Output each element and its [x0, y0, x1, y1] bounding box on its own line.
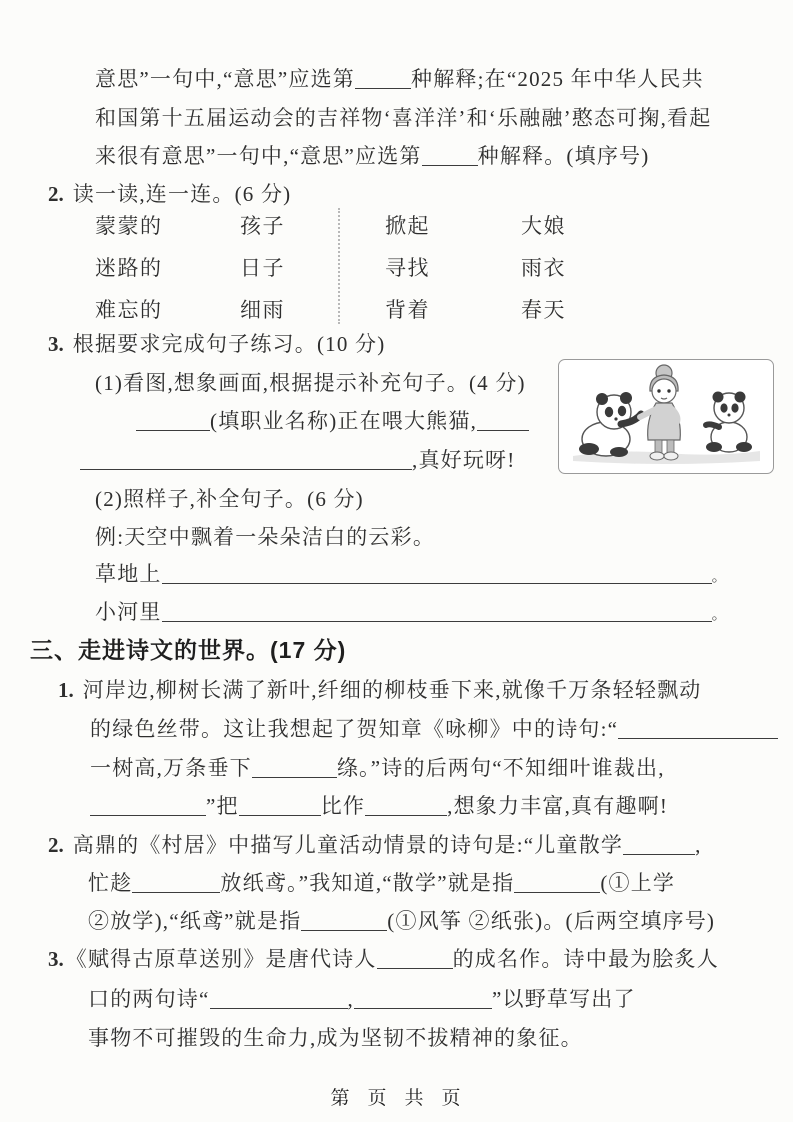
text-run: 河岸边,柳树长满了新叶,纤细的柳枝垂下来,就像千万条轻轻飘动 [82, 678, 702, 702]
fill-blank [80, 449, 412, 470]
text-run: , [695, 833, 702, 857]
match-word: 蒙蒙的 [95, 214, 163, 238]
s3-q3-line-1 [48, 944, 719, 974]
period-mark: 。 [711, 569, 728, 585]
matching-divider-dotted-line [338, 208, 340, 324]
fill-blank [210, 988, 348, 1009]
text-run: 高鼎的《村居》中描写儿童活动情景的诗句是:“儿童散学 [72, 833, 624, 857]
fill-blank [477, 410, 529, 431]
section-heading-text: 三、走进诗文的世界。(17 分) [30, 637, 347, 663]
question-3-sub1-fill-line-1 [136, 406, 529, 436]
text-run: (填职业名称)正在喂大熊猫, [210, 409, 478, 433]
text-run: 忙趁 [88, 871, 133, 895]
match-column-verbs [385, 212, 430, 338]
text-run: 一树高,万条垂下 [90, 756, 252, 780]
fill-blank [514, 872, 600, 893]
match-column-objects [521, 212, 566, 338]
match-word: 春天 [521, 298, 566, 322]
text-run: 口的两句诗“ [88, 987, 210, 1011]
panda-feeding-drawing [559, 360, 773, 473]
match-column-nouns [240, 212, 285, 338]
text-run: ,真好玩呀! [412, 448, 516, 472]
text-run: ②放学),“纸鸢”就是指 [88, 909, 302, 933]
match-word: 掀起 [385, 214, 430, 238]
footer-text: 页 [441, 1088, 463, 1109]
question-number: 2. [48, 182, 64, 206]
fill-blank [162, 563, 712, 584]
match-column-modifiers [95, 212, 163, 338]
question-3-sub1-fill-line-2 [80, 445, 515, 475]
question-number: 3. [48, 947, 64, 971]
panda-feeding-illustration [558, 359, 774, 474]
text-run: 和国第十五届运动会的吉祥物‘喜洋洋’和‘乐融融’憨态可掬,看起 [95, 106, 712, 130]
text-run: (①风筝 ②纸张)。(后两空填序号) [387, 909, 716, 933]
text-run: ”以野草写出了 [491, 987, 636, 1011]
text-run: (1)看图,想象画面,根据提示补充句子。(4 分) [95, 371, 526, 395]
page-footer [0, 1083, 793, 1110]
text-run: 草地上 [95, 562, 162, 586]
question-3-sub1-title [95, 368, 526, 398]
s3-q2-line-3 [88, 906, 715, 936]
fill-blank [422, 145, 478, 166]
match-word: 背着 [385, 298, 430, 322]
question-2-title [48, 179, 291, 209]
s3-q2-line-2 [88, 868, 675, 898]
question-number: 2. [48, 833, 64, 857]
question-3-sub2-example [95, 522, 435, 552]
text-run: , [347, 987, 354, 1011]
text-run: 小河里 [95, 600, 162, 624]
text-run: 例:天空中飘着一朵朵洁白的云彩。 [95, 525, 436, 549]
question-number: 3. [48, 332, 64, 356]
fill-blank [365, 795, 447, 816]
s3-q1-line-4 [90, 791, 668, 821]
fill-blank [355, 68, 411, 89]
text-run: 的绿色丝带。这让我想起了贺知章《咏柳》中的诗句:“ [90, 717, 619, 741]
text-run: (①上学 [600, 871, 676, 895]
text-run: 绦。”诗的后两句“不知细叶谁裁出, [336, 756, 665, 780]
text-run: ”把 [206, 794, 239, 818]
text-run: 的成名作。诗中最为脍炙人 [452, 947, 719, 971]
fill-blank [162, 601, 712, 622]
question-3-title [48, 329, 385, 359]
s3-q2-line-1 [48, 830, 702, 860]
s3-q1-line-2 [90, 714, 778, 744]
s3-q3-line-2 [88, 984, 636, 1014]
text-run: 种解释;在“2025 年中华人民共 [411, 67, 704, 91]
text-run: ,想象力丰富,真有趣啊! [447, 794, 669, 818]
section-3-heading [30, 632, 346, 665]
s3-q1-line-3 [90, 753, 665, 783]
match-word: 孩子 [240, 214, 285, 238]
text-run: 来很有意思”一句中,“意思”应选第 [95, 144, 422, 168]
match-word: 寻找 [385, 256, 430, 280]
text-run: 《赋得古原草送别》是唐代诗人 [65, 947, 377, 971]
question-3-sub2-fill-line-2 [95, 597, 728, 627]
question-3-sub2-title [95, 484, 364, 514]
s3-q3-line-3 [88, 1023, 583, 1053]
footer-text: 第 [330, 1088, 352, 1109]
match-word: 雨衣 [521, 256, 566, 280]
q1-continuation-line-2 [95, 103, 711, 133]
q1-continuation-line-3 [95, 141, 649, 171]
period-mark: 。 [711, 607, 728, 623]
fill-blank [239, 795, 321, 816]
text-run: 种解释。(填序号) [477, 144, 650, 168]
fill-blank [354, 988, 492, 1009]
question-title-text: 读一读,连一连。(6 分) [72, 182, 292, 206]
q1-continuation-line-1 [95, 64, 704, 94]
match-word: 难忘的 [95, 298, 163, 322]
question-title-text: 根据要求完成句子练习。(10 分) [72, 332, 386, 356]
text-run: 比作 [320, 794, 366, 818]
fill-blank [301, 910, 387, 931]
fill-blank [252, 757, 337, 778]
match-word: 日子 [240, 256, 285, 280]
s3-q1-line-1 [58, 675, 702, 705]
question-number: 1. [58, 678, 74, 702]
footer-text: 共 [404, 1088, 426, 1109]
fill-blank [623, 834, 695, 855]
fill-blank [377, 948, 453, 969]
text-run: 意思”一句中,“意思”应选第 [95, 67, 356, 91]
match-word: 迷路的 [95, 256, 163, 280]
text-run: 放纸鸢。”我知道,“散学”就是指 [220, 871, 515, 895]
match-word: 大娘 [521, 214, 566, 238]
fill-blank [136, 410, 210, 431]
footer-text: 页 [367, 1088, 389, 1109]
match-word: 细雨 [240, 298, 285, 322]
text-run: 事物不可摧毁的生命力,成为坚韧不拔精神的象征。 [88, 1026, 583, 1050]
text-run: (2)照样子,补全句子。(6 分) [95, 487, 364, 511]
question-3-sub2-fill-line-1 [95, 559, 728, 589]
fill-blank [90, 795, 206, 816]
fill-blank [132, 872, 220, 893]
fill-blank [618, 718, 778, 739]
